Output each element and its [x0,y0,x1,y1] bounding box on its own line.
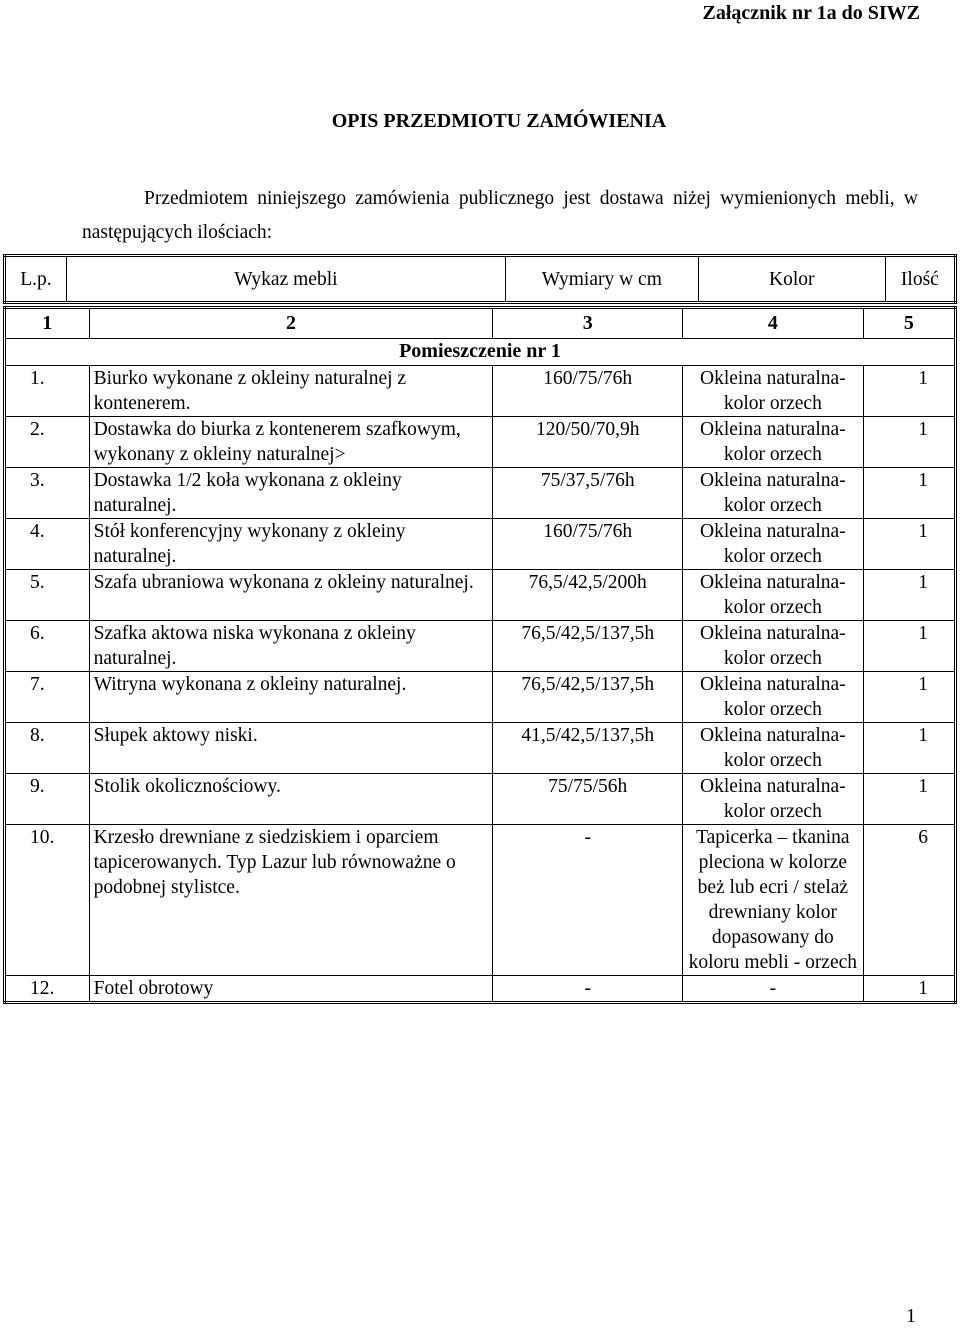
item-name: Słupek aktowy niski. [89,723,493,774]
table-row [5,366,956,417]
table-row [5,723,956,774]
item-dimensions: 75/75/56h [493,774,683,825]
header-qty: Ilość [885,256,955,303]
item-color: Okleina naturalna- kolor orzech [683,519,864,570]
item-dimensions: 160/75/76h [493,366,683,417]
row-number: 3. [5,468,90,519]
item-quantity: 1 [863,417,955,468]
column-number-row [5,308,956,339]
row-number: 2. [5,417,90,468]
item-quantity: 1 [863,774,955,825]
column-number: 5 [863,308,955,339]
row-number: 6. [5,621,90,672]
item-name: Biurko wykonane z okleiny naturalnej z kontenerem. [89,366,493,417]
item-color: Okleina naturalna- kolor orzech [683,723,864,774]
table-row [5,519,956,570]
item-quantity: 1 [863,723,955,774]
item-color: Okleina naturalna- kolor orzech [683,672,864,723]
table-row [5,976,956,1003]
page-number: 1 [906,1305,916,1327]
document-title: OPIS PRZEDMIOTU ZAMÓWIENIA [331,110,667,132]
item-name: Stolik okolicznościowy. [89,774,493,825]
table-row [5,774,956,825]
item-quantity: 1 [863,976,955,1003]
header-lp: L.p. [5,256,67,303]
column-number: 2 [89,308,493,339]
row-number: 7. [5,672,90,723]
item-name: Stół konferencyjny wykonany z okleiny naturalnej. [89,519,493,570]
item-color: Okleina naturalna- kolor orzech [683,570,864,621]
item-color: - [683,976,864,1003]
header-color: Kolor [698,256,885,303]
header-name: Wykaz mebli [66,256,505,303]
item-dimensions: 76,5/42,5/137,5h [493,672,683,723]
item-color: Okleina naturalna- kolor orzech [683,366,864,417]
column-number: 1 [5,308,90,339]
item-color: Okleina naturalna- kolor orzech [683,774,864,825]
table-row [5,621,956,672]
table-row [5,570,956,621]
header-dims: Wymiary w cm [505,256,698,303]
item-dimensions: - [493,976,683,1003]
item-dimensions: 160/75/76h [493,519,683,570]
item-name: Szafa ubraniowa wykonana z okleiny naturalnej. [89,570,493,621]
item-dimensions: 41,5/42,5/137,5h [493,723,683,774]
item-name: Krzesło drewniane z siedziskiem i oparciem tapicerowanych. Typ Lazur lub równoważne o podobnej stylistce. [89,825,493,976]
table-row [5,672,956,723]
item-name: Dostawka 1/2 koła wykonana z okleiny naturalnej. [89,468,493,519]
row-number: 1. [5,366,90,417]
row-number: 4. [5,519,90,570]
attachment-label: Załącznik nr 1a do SIWZ [702,2,920,24]
item-dimensions: 75/37,5/76h [493,468,683,519]
item-color: Okleina naturalna- kolor orzech [683,417,864,468]
column-number: 3 [493,308,683,339]
room-label: Pomieszczenie nr 1 [5,339,956,366]
table-row [5,417,956,468]
table-row [5,825,956,976]
item-dimensions: 76,5/42,5/137,5h [493,621,683,672]
item-name: Fotel obrotowy [89,976,493,1003]
item-dimensions: 76,5/42,5/200h [493,570,683,621]
row-number: 12. [5,976,90,1003]
item-quantity: 1 [863,672,955,723]
row-number: 9. [5,774,90,825]
item-quantity: 1 [863,621,955,672]
row-number: 5. [5,570,90,621]
item-color: Okleina naturalna- kolor orzech [683,621,864,672]
row-number: 10. [5,825,90,976]
table-row [5,468,956,519]
item-dimensions: - [493,825,683,976]
furniture-table [3,306,957,1004]
item-quantity: 1 [863,570,955,621]
column-number: 4 [683,308,864,339]
item-dimensions: 120/50/70,9h [493,417,683,468]
item-quantity: 6 [863,825,955,976]
header-table [3,254,957,304]
row-number: 8. [5,723,90,774]
item-quantity: 1 [863,519,955,570]
item-color: Okleina naturalna- kolor orzech [683,468,864,519]
item-quantity: 1 [863,468,955,519]
item-name: Szafka aktowa niska wykonana z okleiny naturalnej. [89,621,493,672]
item-quantity: 1 [863,366,955,417]
item-name: Dostawka do biurka z kontenerem szafkowym, wykonany z okleiny naturalnej> [89,417,493,468]
item-name: Witryna wykonana z okleiny naturalnej. [89,672,493,723]
intro-paragraph: Przedmiotem niniejszego zamówienia publicznego jest dostawa niżej wymienionych mebli, w następujących ilościach: [82,188,918,243]
room-row [5,339,956,366]
item-color: Tapicerka – tkanina pleciona w kolorze beż lub ecri / stelaż drewniany kolor dopasowany do koloru mebli - orzech [683,825,864,976]
